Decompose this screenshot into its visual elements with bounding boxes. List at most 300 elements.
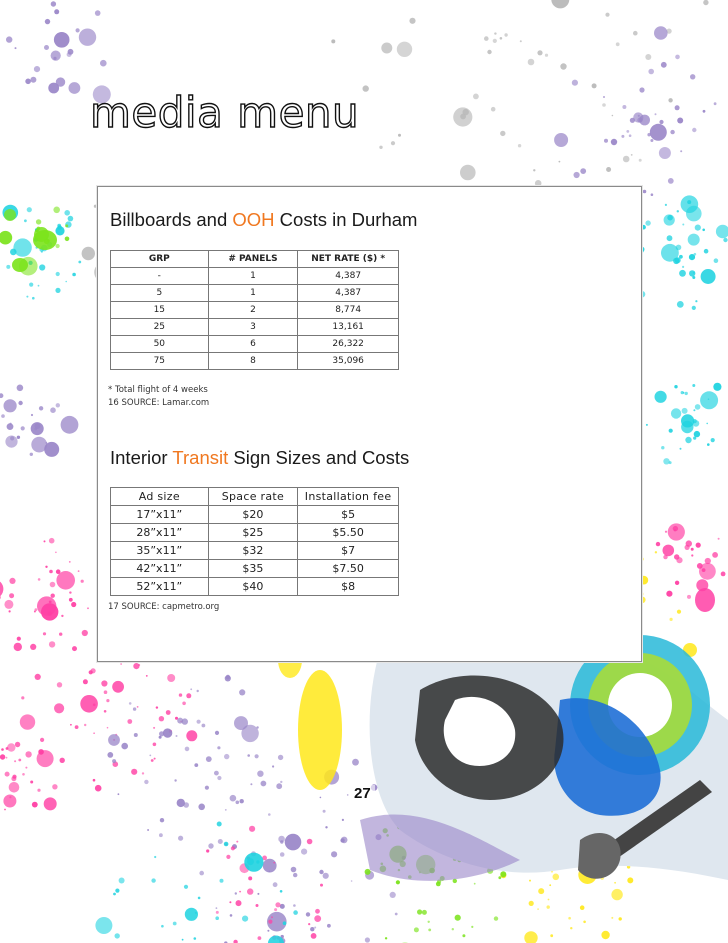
- paint-splatter-dot: [163, 728, 172, 737]
- column-header-net-rate: NET RATE ($) *: [298, 251, 399, 268]
- paint-splatter-dot: [235, 892, 237, 894]
- paint-splatter-dot: [645, 220, 650, 225]
- paint-splatter-dot: [21, 696, 24, 699]
- paint-splatter-dot: [13, 238, 31, 256]
- paint-splatter-dot: [695, 225, 701, 231]
- paint-splatter-dot: [397, 42, 412, 57]
- paint-splatter-dot: [115, 933, 120, 938]
- paint-splatter-dot: [663, 545, 675, 557]
- paint-splatter-dot: [32, 802, 38, 808]
- paint-splatter-dot: [395, 913, 398, 916]
- paint-splatter-dot: [409, 18, 415, 24]
- paint-splatter-dot: [120, 663, 122, 665]
- paint-splatter-dot: [247, 754, 250, 757]
- paint-splatter-dot: [38, 578, 41, 581]
- paint-splatter-dot: [705, 558, 711, 564]
- footnote: * Total flight of 4 weeks: [108, 385, 208, 395]
- paint-splatter-dot: [25, 79, 31, 85]
- paint-splatter-dot: [69, 591, 71, 593]
- paint-splatter-dot: [301, 849, 307, 855]
- paint-splatter-dot: [670, 618, 673, 621]
- paint-splatter-dot: [142, 772, 144, 774]
- paint-splatter-dot: [500, 131, 505, 136]
- paint-splatter-dot: [668, 98, 672, 102]
- paint-splatter-dot: [500, 871, 506, 877]
- paint-splatter-dot: [226, 675, 231, 680]
- paint-splatter-dot: [639, 159, 642, 162]
- paint-splatter-dot: [680, 150, 682, 152]
- paint-splatter-dot: [308, 923, 310, 925]
- space-rate-cell: $35: [208, 560, 298, 578]
- paint-splatter-dot: [677, 610, 681, 614]
- paint-splatter-dot: [258, 936, 262, 940]
- paint-splatter-dot: [104, 710, 107, 713]
- paint-splatter-dot: [713, 383, 721, 391]
- paint-splatter-dot: [619, 917, 622, 920]
- paint-splatter-dot: [159, 833, 163, 837]
- paint-splatter-dot: [280, 840, 283, 843]
- paint-splatter-dot: [682, 408, 688, 414]
- paint-splatter-dot: [107, 752, 113, 758]
- paint-splatter-dot: [49, 570, 53, 574]
- paint-splatter-dot: [614, 882, 616, 884]
- paint-splatter-dot: [494, 916, 498, 920]
- source-note: 17 SOURCE: capmetro.org: [108, 602, 220, 612]
- paint-splatter-dot: [272, 765, 274, 767]
- paint-splatter-dot: [293, 904, 296, 907]
- paint-splatter-dot: [664, 214, 675, 225]
- paint-splatter-dot: [113, 893, 116, 896]
- paint-splatter-dot: [537, 50, 542, 55]
- paint-splatter-dot: [242, 916, 248, 922]
- paint-splatter-dot: [0, 393, 3, 398]
- paint-splatter-dot: [56, 571, 75, 590]
- paint-splatter-dot: [68, 216, 74, 222]
- paint-splatter-dot: [385, 937, 387, 939]
- transit-heading-start: Interior: [110, 447, 173, 468]
- paint-splatter-dot: [11, 776, 16, 781]
- paint-splatter-dot: [682, 224, 684, 226]
- paint-splatter-dot: [55, 288, 60, 293]
- paint-splatter-dot: [325, 826, 327, 828]
- paint-splatter-dot: [151, 759, 154, 762]
- paint-splash: [12, 258, 28, 272]
- ad-size-cell: 42”x11”: [111, 560, 209, 578]
- paint-splatter-dot: [133, 707, 136, 710]
- billboards-heading-end: Costs in Durham: [274, 209, 418, 230]
- paint-splatter-dot: [602, 103, 606, 107]
- paint-splatter-dot: [675, 55, 680, 60]
- paint-splatter-dot: [612, 115, 614, 117]
- paint-splatter-dot: [695, 300, 697, 302]
- panels-cell: 8: [208, 353, 298, 370]
- paint-splatter-dot: [65, 281, 67, 283]
- paint-splatter-dot: [676, 245, 682, 251]
- ad-size-cell: 35”x11”: [111, 542, 209, 560]
- paint-splatter-dot: [682, 266, 684, 268]
- paint-splatter-dot: [697, 563, 703, 569]
- paint-splatter-dot: [689, 254, 695, 260]
- space-rate-cell: $25: [208, 524, 298, 542]
- paint-splatter-dot: [520, 40, 522, 42]
- paint-splatter-dot: [630, 118, 635, 123]
- paint-splatter-dot: [35, 423, 41, 429]
- paint-splatter-dot: [352, 759, 359, 766]
- paint-splatter-dot: [176, 735, 178, 737]
- paint-splatter-dot: [65, 224, 68, 227]
- paint-splatter-dot: [215, 916, 219, 920]
- net-rate-cell: 4,387: [298, 268, 399, 285]
- paint-splatter-dot: [311, 933, 317, 939]
- paint-splatter-dot: [390, 892, 396, 898]
- paint-splatter-dot: [220, 879, 224, 883]
- paint-splatter-dot: [20, 714, 35, 729]
- paint-splatter-dot: [10, 423, 12, 425]
- paint-splatter-dot: [504, 33, 507, 36]
- paint-splatter-dot: [268, 813, 271, 816]
- paint-splatter-dot: [26, 296, 28, 298]
- paint-splatter-dot: [631, 154, 633, 156]
- table-row: [111, 542, 399, 560]
- paint-splatter-dot: [307, 839, 313, 845]
- paint-splatter-dot: [691, 554, 693, 556]
- column-header-installation-fee: Installation fee: [298, 488, 399, 506]
- content-card: [97, 186, 642, 662]
- paint-splatter-dot: [127, 719, 132, 724]
- paint-splash: [298, 670, 342, 790]
- paint-splatter-dot: [622, 105, 626, 109]
- paint-splatter-dot: [9, 593, 14, 598]
- paint-splatter-dot: [9, 782, 20, 793]
- paint-splatter-dot: [100, 60, 107, 67]
- paint-splatter-dot: [107, 727, 109, 729]
- paint-splatter-dot: [580, 168, 586, 174]
- paint-splatter-dot: [691, 548, 694, 551]
- paint-splatter-dot: [182, 939, 184, 941]
- paint-splatter-dot: [69, 561, 71, 563]
- page-number: 27: [350, 785, 375, 802]
- paint-splatter-dot: [670, 130, 674, 134]
- paint-splatter-dot: [160, 818, 164, 822]
- paint-splatter-dot: [668, 523, 685, 540]
- paint-splatter-dot: [661, 62, 667, 68]
- paint-splatter-dot: [5, 772, 10, 777]
- paint-splatter-dot: [198, 897, 201, 900]
- paint-splatter-dot: [146, 675, 148, 677]
- paint-splatter-dot: [167, 674, 175, 682]
- paint-splatter-dot: [611, 917, 613, 919]
- paint-splatter-dot: [655, 551, 657, 553]
- paint-splatter-dot: [263, 859, 277, 873]
- paint-splatter-dot: [696, 543, 701, 548]
- paint-splatter-dot: [592, 83, 597, 88]
- paint-splatter-dot: [216, 911, 219, 914]
- paint-splatter-dot: [351, 880, 353, 882]
- paint-splatter-dot: [685, 437, 691, 443]
- paint-splatter-dot: [54, 9, 59, 14]
- paint-splatter-dot: [554, 133, 568, 147]
- paint-splatter-dot: [365, 869, 371, 875]
- paint-splatter-dot: [331, 39, 335, 43]
- paint-splatter-dot: [293, 910, 298, 915]
- paint-splatter-dot: [49, 641, 55, 647]
- paint-splatter-dot: [714, 102, 717, 105]
- paint-splatter-dot: [240, 799, 244, 803]
- paint-splatter-dot: [93, 732, 95, 734]
- paint-splatter-dot: [695, 404, 701, 410]
- paint-splatter-dot: [255, 754, 259, 758]
- paint-splatter-dot: [537, 908, 539, 910]
- paint-splatter-dot: [323, 873, 329, 879]
- paint-splatter-dot: [104, 690, 108, 694]
- paint-splatter-dot: [487, 50, 491, 54]
- table-row: [111, 506, 399, 524]
- paint-splatter-dot: [250, 783, 252, 785]
- paint-splatter-dot: [30, 781, 33, 784]
- paint-splatter-dot: [17, 637, 21, 641]
- paint-splatter-dot: [51, 594, 55, 598]
- paint-splatter-dot: [108, 734, 120, 746]
- paint-splatter-dot: [194, 937, 197, 940]
- grp-cell: -: [111, 268, 209, 285]
- paint-splatter-dot: [524, 931, 537, 943]
- paint-splatter-dot: [10, 436, 14, 440]
- paint-splatter-dot: [428, 921, 430, 923]
- paint-splatter-dot: [138, 664, 140, 666]
- paint-splatter-dot: [71, 602, 76, 607]
- paint-splatter-dot: [611, 889, 622, 900]
- paint-splatter-dot: [15, 742, 20, 747]
- paint-splatter-dot: [6, 265, 10, 269]
- paint-splatter-dot: [291, 867, 297, 873]
- paint-splatter-dot: [115, 889, 119, 893]
- paint-splatter-dot: [327, 924, 331, 928]
- paint-splatter-dot: [639, 115, 650, 126]
- paint-splatter-dot: [645, 54, 651, 60]
- paint-splatter-dot: [320, 884, 323, 887]
- paint-splatter-dot: [179, 693, 182, 696]
- paint-splatter-dot: [471, 926, 473, 928]
- paint-splatter-dot: [14, 760, 16, 762]
- paint-splatter-dot: [84, 724, 86, 726]
- installation-fee-cell: $7: [298, 542, 399, 560]
- grp-cell: 15: [111, 302, 209, 319]
- paint-splatter-dot: [56, 403, 60, 407]
- table-row: [111, 336, 399, 353]
- paint-splatter-dot: [45, 566, 47, 568]
- paint-splatter-dot: [174, 779, 176, 781]
- paint-splatter-dot: [249, 826, 255, 832]
- paint-splatter-dot: [55, 552, 57, 554]
- paint-splatter-dot: [205, 786, 209, 790]
- paint-splatter-dot: [64, 210, 70, 216]
- paint-splatter-dot: [147, 829, 149, 831]
- paint-splatter-dot: [15, 47, 17, 49]
- paint-splatter-dot: [347, 794, 349, 796]
- paint-splatter-dot: [37, 789, 40, 792]
- paint-splatter-dot: [659, 120, 663, 124]
- paint-splatter-dot: [6, 757, 8, 759]
- paint-splatter-dot: [293, 873, 297, 877]
- paint-splatter-dot: [95, 10, 101, 16]
- installation-fee-cell: $5: [298, 506, 399, 524]
- paint-splatter-dot: [603, 96, 605, 98]
- paint-splatter-dot: [38, 285, 40, 287]
- paint-splatter-dot: [677, 301, 684, 308]
- panels-cell: 1: [208, 268, 298, 285]
- paint-splatter-dot: [206, 849, 209, 852]
- paint-splatter-dot: [217, 746, 220, 749]
- paint-splatter-dot: [693, 409, 695, 411]
- paint-splash: [33, 230, 57, 250]
- paint-splatter-dot: [273, 862, 275, 864]
- paint-splatter-dot: [3, 795, 16, 808]
- space-rate-cell: $32: [208, 542, 298, 560]
- paint-splatter-dot: [34, 66, 40, 72]
- paint-splatter-dot: [56, 244, 60, 248]
- paint-splatter-dot: [455, 915, 461, 921]
- paint-splatter-dot: [623, 156, 630, 163]
- paint-splatter-dot: [460, 165, 476, 181]
- paint-splatter-dot: [4, 600, 13, 609]
- paint-splatter-dot: [248, 876, 252, 880]
- paint-splatter-dot: [498, 876, 501, 879]
- paint-splatter-dot: [319, 870, 323, 874]
- paint-splatter-dot: [570, 927, 572, 929]
- paint-splatter-dot: [491, 107, 496, 112]
- paint-splatter-dot: [655, 113, 657, 115]
- paint-splatter-dot: [194, 763, 198, 767]
- paint-splatter-dot: [186, 693, 191, 698]
- paint-splatter-dot: [460, 114, 466, 120]
- paint-splatter-dot: [651, 193, 654, 196]
- paint-splatter-dot: [605, 13, 609, 17]
- paint-splatter-dot: [133, 663, 139, 669]
- paint-splatter-dot: [687, 595, 691, 599]
- paint-splatter-dot: [533, 169, 535, 171]
- paint-splatter-dot: [547, 905, 550, 908]
- paint-splatter-dot: [173, 922, 177, 926]
- paint-splatter-dot: [30, 453, 33, 456]
- paint-splatter-dot: [4, 399, 17, 412]
- paint-splatter-dot: [276, 783, 282, 789]
- paint-splatter-dot: [314, 927, 316, 929]
- billboards-heading-accent: OOH: [232, 209, 275, 230]
- paint-splatter-dot: [31, 414, 33, 416]
- paint-splatter-dot: [57, 225, 62, 230]
- paint-splatter-dot: [654, 26, 668, 40]
- panels-cell: 3: [208, 319, 298, 336]
- paint-splatter-dot: [25, 767, 27, 769]
- paint-splatter-dot: [365, 937, 370, 942]
- paint-splatter-dot: [1, 414, 5, 418]
- ad-size-cell: 17”x11”: [111, 506, 209, 524]
- paint-splatter-dot: [83, 679, 88, 684]
- paint-splatter-dot: [306, 912, 310, 916]
- column-header-panels: # PANELS: [208, 251, 298, 268]
- paint-splatter-dot: [665, 531, 667, 533]
- paint-splatter-dot: [149, 755, 151, 757]
- paint-splatter-dot: [45, 19, 50, 24]
- paint-splatter-dot: [144, 780, 148, 784]
- space-rate-cell: $20: [208, 506, 298, 524]
- paint-splatter-dot: [685, 392, 688, 395]
- paint-splatter-dot: [93, 779, 96, 782]
- paint-splatter-dot: [229, 901, 231, 903]
- paint-splatter-dot: [703, 110, 706, 113]
- paint-splatter-dot: [398, 134, 401, 137]
- paint-splash: [695, 588, 715, 612]
- paint-splatter-dot: [118, 793, 120, 795]
- paint-splatter-dot: [538, 888, 544, 894]
- paint-splatter-dot: [48, 83, 59, 94]
- table-row: [111, 268, 399, 285]
- paint-splatter-dot: [151, 878, 155, 882]
- paint-splatter-dot: [269, 871, 271, 873]
- paint-splatter-dot: [484, 36, 489, 41]
- paint-splatter-dot: [183, 802, 189, 808]
- panels-cell: 1: [208, 285, 298, 302]
- paint-splatter-dot: [202, 724, 206, 728]
- paint-splatter-dot: [633, 31, 638, 36]
- paint-splatter-dot: [363, 85, 369, 91]
- paint-splatter-dot: [198, 804, 205, 811]
- paint-splatter-dot: [35, 674, 41, 680]
- paint-splatter-dot: [37, 596, 56, 615]
- paint-splatter-dot: [341, 837, 348, 844]
- paint-splatter-dot: [659, 147, 671, 159]
- paint-splatter-dot: [669, 429, 673, 433]
- paint-splatter-dot: [101, 680, 107, 686]
- paint-splatter-dot: [668, 178, 674, 184]
- paint-splatter-dot: [647, 133, 650, 136]
- grp-cell: 25: [111, 319, 209, 336]
- paint-splatter-dot: [195, 912, 197, 914]
- paint-splatter-dot: [153, 743, 157, 747]
- paint-splatter-dot: [18, 401, 22, 405]
- paint-splatter-dot: [81, 580, 84, 583]
- paint-splatter-dot: [474, 883, 476, 885]
- paint-splatter-dot: [218, 839, 223, 844]
- ad-size-cell: 52”x11”: [111, 578, 209, 596]
- paint-splatter-dot: [667, 235, 673, 241]
- paint-splatter-dot: [239, 891, 241, 893]
- paint-splatter-dot: [529, 880, 531, 882]
- paint-splatter-dot: [78, 570, 80, 572]
- paint-splatter-dot: [702, 229, 705, 232]
- paint-splatter-dot: [257, 893, 259, 895]
- paint-splatter-dot: [236, 900, 242, 906]
- paint-splatter-dot: [422, 910, 427, 915]
- paint-splatter-dot: [314, 915, 321, 922]
- paint-splatter-dot: [78, 261, 81, 264]
- paint-splatter-dot: [159, 716, 164, 721]
- billboards-heading: [110, 209, 417, 231]
- paint-splatter-dot: [230, 914, 233, 917]
- paint-splatter-dot: [518, 144, 521, 147]
- paint-splatter-dot: [79, 29, 96, 46]
- paint-splatter-dot: [87, 607, 89, 609]
- billboard-costs-table: [110, 250, 399, 370]
- paint-splatter-dot: [280, 852, 285, 857]
- paint-splatter-dot: [9, 610, 11, 612]
- paint-splatter-dot: [7, 743, 15, 751]
- paint-splatter-dot: [14, 643, 22, 651]
- paint-splatter-dot: [548, 899, 550, 901]
- paint-splatter-dot: [701, 269, 716, 284]
- paint-splatter-dot: [417, 909, 422, 914]
- paint-splatter-dot: [225, 809, 227, 811]
